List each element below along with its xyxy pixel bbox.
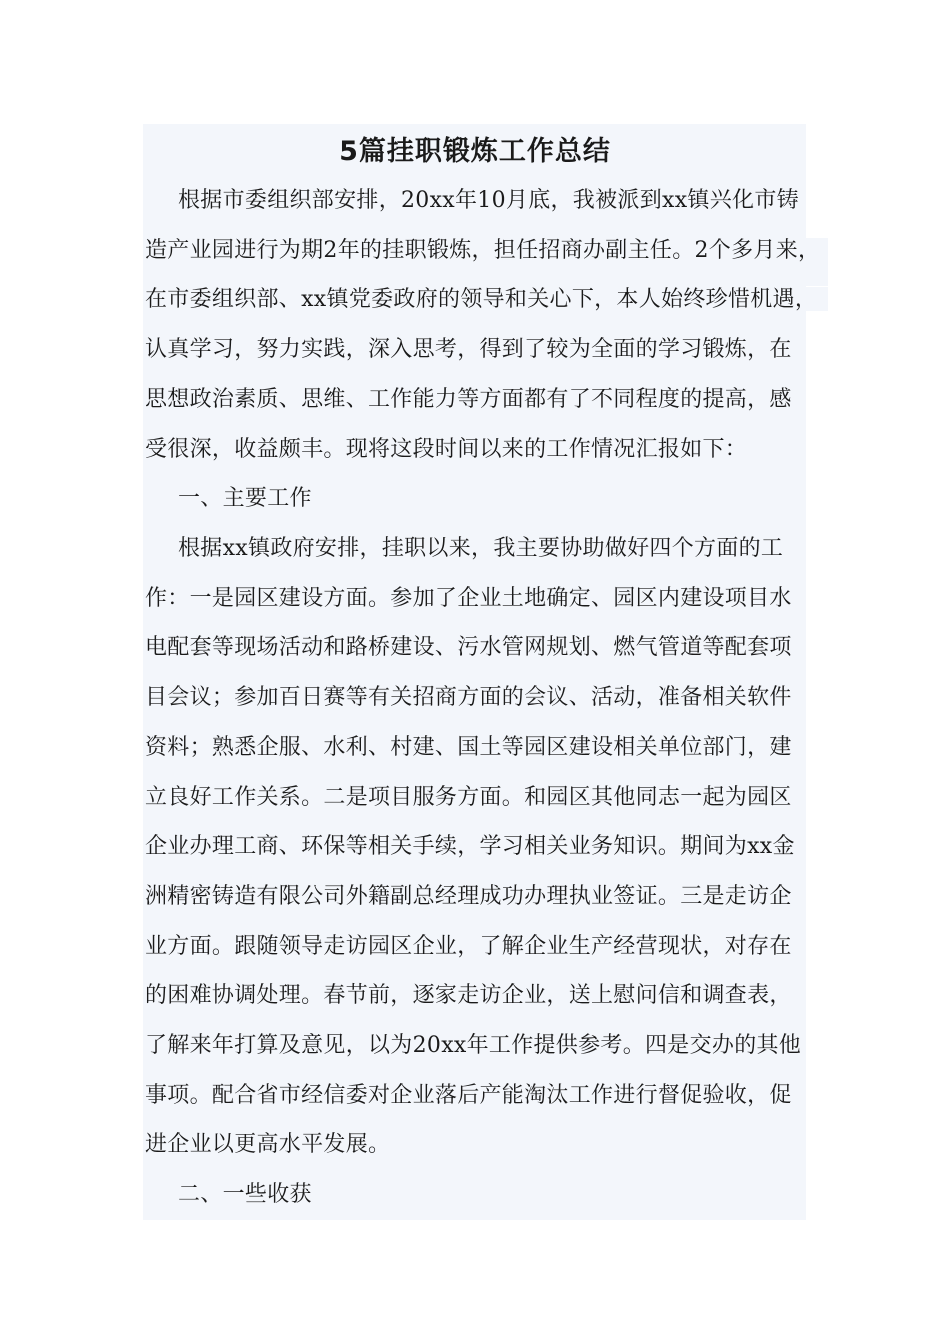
paragraph-line: 在市委组织部、xx镇党委政府的领导和关心下，本人始终珍惜机遇，: [145, 287, 818, 312]
paragraph-line: 作：一是园区建设方面。参加了企业土地确定、园区内建设项目水: [145, 586, 792, 611]
section-heading: 一、主要工作: [178, 486, 312, 511]
paragraph-line: 企业办理工商、环保等相关手续，学习相关业务知识。期间为xx金: [145, 834, 795, 859]
paragraph-line: 资料；熟悉企服、水利、村建、国土等园区建设相关单位部门，建: [145, 735, 792, 760]
paragraph-line: 思想政治素质、思维、工作能力等方面都有了不同程度的提高，感: [145, 387, 792, 412]
paragraph-line: 事项。配合省市经信委对企业落后产能淘汰工作进行督促验收，促: [145, 1083, 792, 1108]
paragraph-line: 电配套等现场活动和路桥建设、污水管网规划、燃气管道等配套项: [145, 635, 792, 660]
document-title: 5篇挂职锻炼工作总结: [339, 136, 611, 167]
paragraph-line: 的困难协调处理。春节前，逐家走访企业，送上慰问信和调查表，: [145, 983, 792, 1008]
section-heading: 二、一些收获: [178, 1182, 312, 1207]
paragraph-line: 认真学习，努力实践，深入思考，得到了较为全面的学习锻炼，在: [145, 337, 792, 362]
paragraph-line: 根据市委组织部安排，20xx年10月底，我被派到xx镇兴化市铸: [178, 188, 799, 213]
paragraph-line: 受很深，收益颇丰。现将这段时间以来的工作情况汇报如下：: [145, 437, 748, 462]
paragraph-line: 业方面。跟随领导走访园区企业，了解企业生产经营现状，对存在: [145, 934, 792, 959]
paragraph-line: 洲精密铸造有限公司外籍副总经理成功办理执业签证。三是走访企: [145, 884, 792, 909]
paragraph-line: 造产业园进行为期2年的挂职锻炼，担任招商办副主任。2个多月来，: [145, 238, 821, 263]
paragraph-line: 目会议；参加百日赛等有关招商方面的会议、活动，准备相关软件: [145, 685, 792, 710]
paragraph-line: 了解来年打算及意见，以为20xx年工作提供参考。四是交办的其他: [145, 1033, 802, 1058]
paragraph-line: 进企业以更高水平发展。: [145, 1132, 391, 1157]
paragraph-line: 立良好工作关系。二是项目服务方面。和园区其他同志一起为园区: [145, 785, 792, 810]
paragraph-line: 根据xx镇政府安排，挂职以来，我主要协助做好四个方面的工: [178, 536, 784, 561]
